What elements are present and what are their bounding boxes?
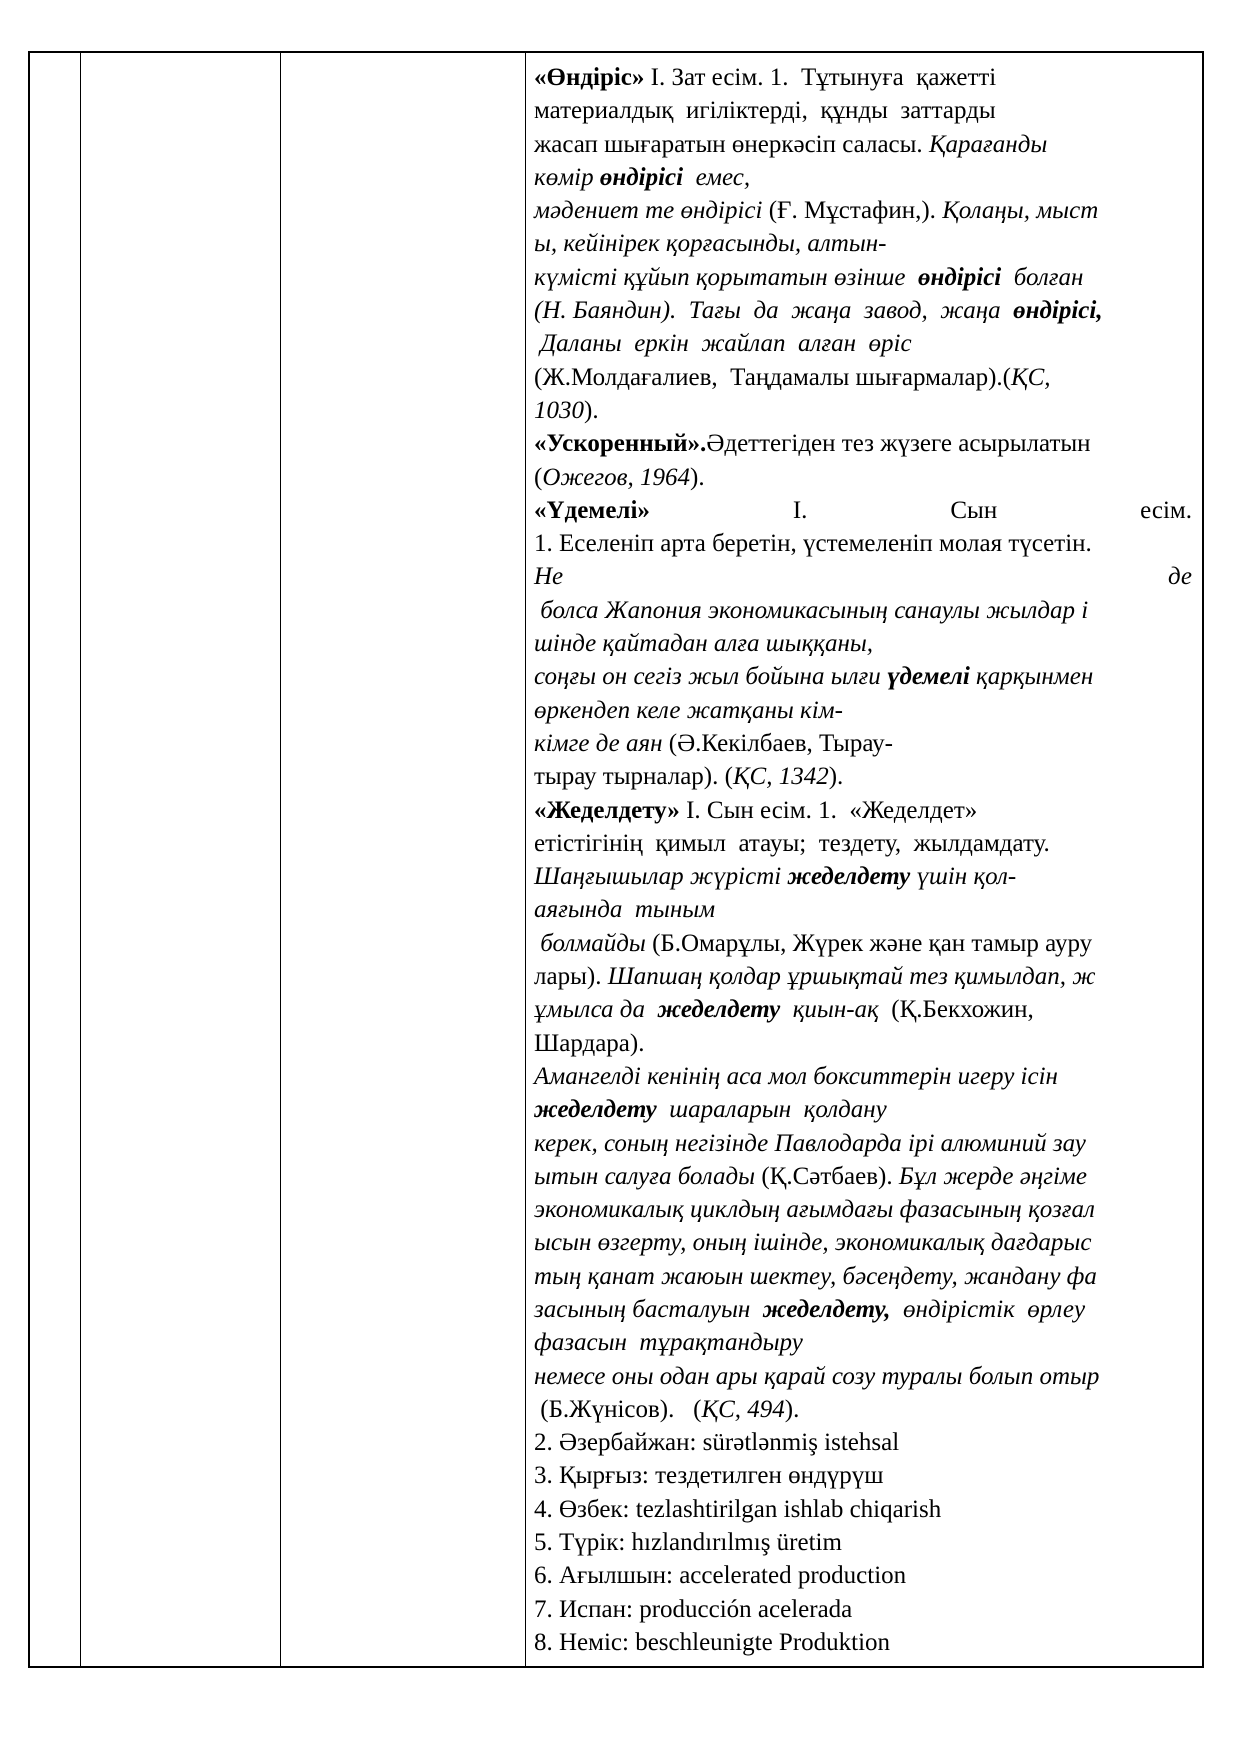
text-span: өндірістік өрлеу xyxy=(890,1295,1086,1323)
text-span: болса Жапония экономикасының санаулы жылдар і xyxy=(534,596,1089,624)
entry-line xyxy=(534,194,1192,227)
entry-line xyxy=(534,1093,1192,1126)
text-span: Шапшаң қолдар ұршықтай тез қимылдап, ж xyxy=(607,963,1096,991)
entry-line xyxy=(534,261,1192,294)
text-span: засының басталуын xyxy=(534,1295,763,1323)
entry-line xyxy=(534,960,1192,993)
entry-line xyxy=(534,1459,1192,1492)
entry-line xyxy=(534,1393,1192,1426)
term-heading: «Үдемелі» xyxy=(534,496,650,524)
entry-line xyxy=(534,294,1192,327)
term-entries-cell xyxy=(534,61,1192,1659)
column-divider-3 xyxy=(525,53,526,1666)
text-span: фазасын тұрақтандыру xyxy=(534,1329,803,1357)
entry-line xyxy=(534,594,1192,627)
text-span: аяғында тыным xyxy=(534,896,716,924)
text-span: (Н. Баяндин). Тағы да жаңа завод, жаңа xyxy=(534,297,1014,325)
entry-line xyxy=(534,1193,1192,1226)
entry-line xyxy=(534,161,1192,194)
text-span: жеделдету xyxy=(534,1096,657,1124)
entry-line xyxy=(534,760,1192,793)
text-span: І. Зат есім. 1. Тұтынуға қажетті xyxy=(644,64,997,91)
entry-line xyxy=(534,1559,1192,1592)
text-span: 8. Неміс: beschleunigte Produktion xyxy=(534,1628,891,1656)
text-span: жеделдету xyxy=(657,996,781,1024)
text-span: Бұл жерде әңгіме xyxy=(898,1162,1087,1190)
entry-line xyxy=(534,1226,1192,1259)
text-span: ұмылса да xyxy=(534,996,658,1024)
text-span: Қарағанды xyxy=(928,130,1048,158)
text-span: керек, соның негізінде Павлодарда ірі алюминий зау xyxy=(534,1129,1086,1157)
term-heading: «Жеделдету» xyxy=(534,796,680,824)
text-span: үдемелі xyxy=(887,663,970,691)
entry-line xyxy=(534,1293,1192,1326)
text-span: ). xyxy=(828,763,844,791)
text-span: ). xyxy=(584,396,599,424)
text-span: соңғы он сегіз жыл бойына ылғи xyxy=(534,663,888,691)
text-span: І. Сын есім. 1. «Жеделдет» xyxy=(679,796,978,824)
text-span: тырау тырналар). ( xyxy=(534,763,733,791)
entry-line xyxy=(534,1326,1192,1359)
text-span: лары). xyxy=(534,963,608,991)
text-span: 7. Испан: producción acelerada xyxy=(534,1595,853,1623)
entry-line xyxy=(534,827,1192,860)
text-span: өндірісі, xyxy=(1013,297,1103,325)
text-span: жеделдету xyxy=(787,863,911,891)
entry-line xyxy=(534,794,1192,827)
entry-line xyxy=(534,1426,1192,1459)
text-span: ҚС, 494 xyxy=(701,1395,785,1423)
text-span: қарқынмен xyxy=(969,663,1094,691)
text-span: Қолаңы, мыст xyxy=(942,197,1099,225)
term-heading: «Ускоренный». xyxy=(534,430,707,458)
text-span: немесе оны одан ары қарай созу туралы болып отыр xyxy=(534,1362,1100,1390)
text-span: 4. Өзбек: tezlashtirilgan ishlab chiqarish xyxy=(534,1495,942,1523)
term-entry xyxy=(534,494,1192,794)
entry-line xyxy=(534,394,1192,427)
entry-line xyxy=(534,893,1192,926)
text-span: ытын салуға болады xyxy=(534,1162,756,1190)
text-span: экономикалық циклдың ағымдағы фазасының қозғал xyxy=(534,1196,1095,1224)
text-span: емес, xyxy=(683,163,751,191)
entry-line xyxy=(534,1526,1192,1559)
term-entry xyxy=(534,794,1192,1660)
entry-line xyxy=(534,560,1192,593)
text-span: ы, кейінірек қорғасынды, алтын- xyxy=(534,230,887,258)
text-span: Даланы еркін жайлап алған өріс xyxy=(534,330,912,358)
text-span: 1. Еселеніп арта беретін, үстемеленіп молая түсетін. xyxy=(534,530,1092,558)
entry-line xyxy=(534,1360,1192,1393)
entry-line xyxy=(534,860,1192,893)
entry-line xyxy=(534,727,1192,760)
text-span: 6. Ағылшын: accelerated production xyxy=(534,1562,907,1590)
text-span: өндірісі xyxy=(918,263,1002,291)
text-span: қиын-ақ xyxy=(780,996,879,1024)
text-span: шінде қайтадан алға шыққаны, xyxy=(534,630,874,658)
text-span: 5. Түрік: hızlandırılmış üretim xyxy=(534,1529,842,1557)
text-span: Әдеттегіден тез жүзеге асырылатын xyxy=(706,430,1091,458)
entry-line xyxy=(534,527,1192,560)
text-span: болмайды xyxy=(534,929,646,957)
entry-line xyxy=(534,1160,1192,1193)
entry-line xyxy=(534,1626,1192,1659)
text-span: ысын өзгерту, оның ішінде, экономикалық дағдарыс xyxy=(534,1229,1092,1257)
entry-line xyxy=(534,494,1192,527)
text-span: үшін қол- xyxy=(910,863,1017,891)
text-span: ҚС, 1342 xyxy=(732,763,829,791)
text-span: күмісті құйып қорытатын өзінше xyxy=(534,263,919,291)
entry-line xyxy=(534,1027,1192,1060)
text-span: (Ж.Молдағалиев, Таңдамалы шығармалар).( xyxy=(534,363,1012,391)
entry-line xyxy=(534,327,1192,360)
table xyxy=(28,51,1204,1668)
text-span: шараларын қолдану xyxy=(656,1096,887,1124)
entry-line xyxy=(534,1593,1192,1626)
entry-line xyxy=(534,128,1192,161)
text-span: өндірісі xyxy=(599,163,684,191)
text-span: (Ғ. Мұстафин,). xyxy=(762,197,943,225)
entry-line xyxy=(534,694,1192,727)
text-span: Ожегов, 1964 xyxy=(542,463,691,491)
text-span: тың қанат жаюын шектеу, бәсеңдету, жандану фа xyxy=(534,1262,1097,1290)
text-span: 1030 xyxy=(534,396,584,424)
text-span: етістігінің қимыл атауы; тездету, жылдамдату. xyxy=(534,829,1050,857)
entry-line xyxy=(534,1260,1192,1293)
text-span: 3. Қырғыз: тездетилген өндүрүш xyxy=(534,1462,884,1490)
entry-line xyxy=(534,1060,1192,1093)
text-span: (Б.Жүнісов). ( xyxy=(534,1395,702,1423)
entry-line xyxy=(534,427,1192,460)
text-span: материалдық игіліктерді, құнды заттарды xyxy=(534,97,996,125)
text-span: Амангелді кенінің аса мол бокситтерін игеру ісін xyxy=(534,1062,1058,1090)
entry-line xyxy=(534,627,1192,660)
entry-line xyxy=(534,660,1192,693)
text-span: ). xyxy=(784,1395,800,1423)
text-span: ). xyxy=(690,463,705,491)
term-heading: «Өндіріс» xyxy=(534,64,645,91)
entry-line xyxy=(534,227,1192,260)
text-span: Шардара). xyxy=(534,1029,645,1057)
entry-line xyxy=(534,361,1192,394)
text-span: көмір xyxy=(534,163,600,191)
text-span: ( xyxy=(534,463,543,491)
text-span: өркендеп келе жатқаны кім- xyxy=(534,696,843,724)
text-span: мәдениет те өндірісі xyxy=(534,197,763,225)
text-span: (Ә.Кекілбаев, Тырау- xyxy=(662,729,893,757)
term-entry xyxy=(534,61,1192,427)
text-span: Шаңғышылар жүрісті xyxy=(534,863,788,891)
column-divider-2 xyxy=(280,53,281,1666)
entry-line xyxy=(534,1127,1192,1160)
text-span: (Қ.Бекхожин, xyxy=(878,996,1034,1024)
text-span: болған xyxy=(1001,263,1084,291)
text-span: кімге де аян xyxy=(534,729,663,757)
entry-line xyxy=(534,1493,1192,1526)
entry-line xyxy=(534,461,1192,494)
term-entry xyxy=(534,427,1192,494)
column-divider-1 xyxy=(80,53,81,1666)
entry-line xyxy=(534,927,1192,960)
text-span: Не де xyxy=(534,563,1192,591)
text-span: (Қ.Сәтбаев). xyxy=(755,1162,899,1190)
text-span: 2. Әзербайжан: sürətlənmiş istehsal xyxy=(534,1429,900,1457)
entry-line xyxy=(534,61,1192,94)
text-span: (Б.Омарұлы, Жүрек және қан тамыр ауру xyxy=(645,929,1093,957)
text-span: жасап шығаратын өнеркәсіп саласы. xyxy=(534,130,929,158)
entry-line xyxy=(534,993,1192,1026)
text-span: І. Сын есім. xyxy=(649,496,1192,524)
text-span: жеделдету, xyxy=(762,1295,891,1323)
entry-line xyxy=(534,94,1192,127)
text-span: ҚС, xyxy=(1011,363,1051,391)
